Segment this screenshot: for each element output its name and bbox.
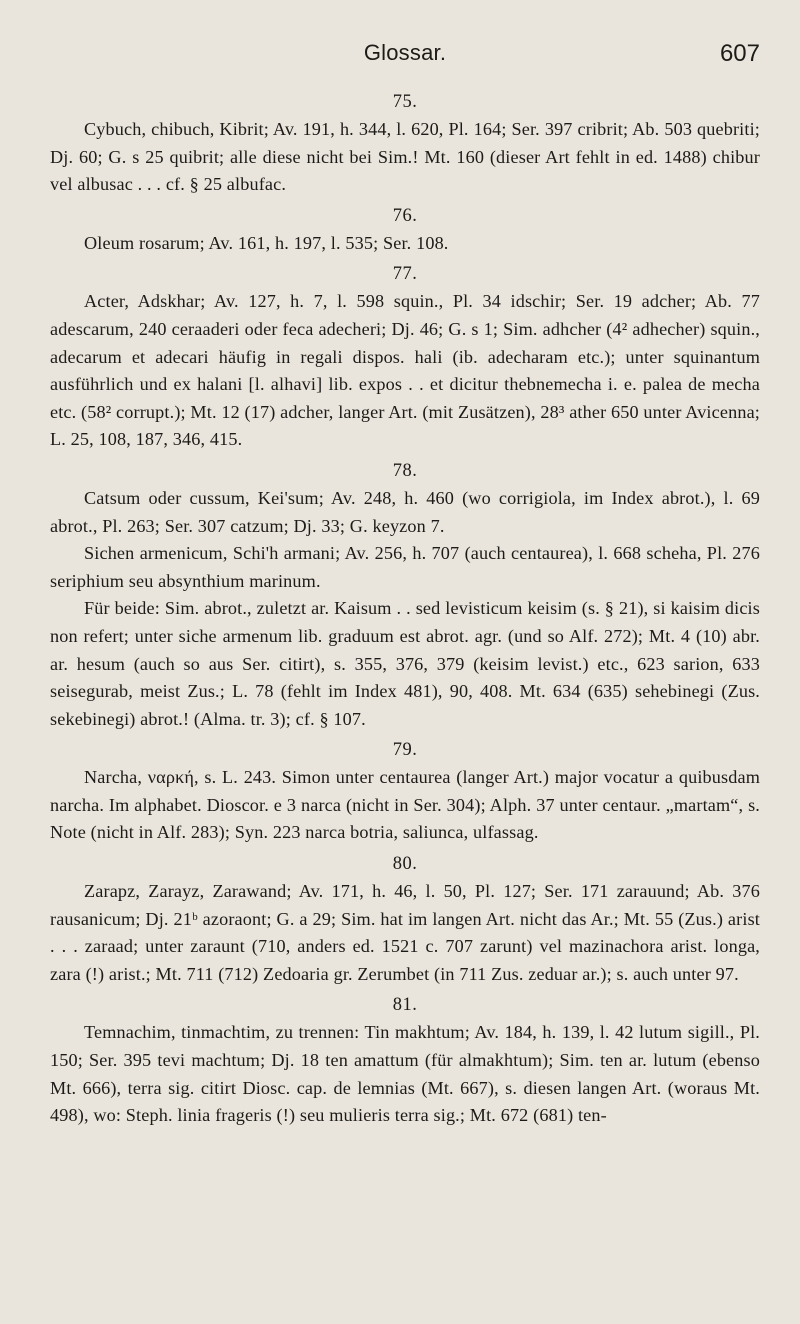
entry-paragraph: Temnachim, tinmachtim, zu trennen: Tin makhtum; Av. 184, h. 139, l. 42 lutum sigill., Pl. 150; Ser. 395 tevi machtum; Dj. 18 ten amattum (für almakhtum); Sim. ten ar. lutum (ebenso Mt. 666), terra sig. citirt Diosc. cap. de lemnias (Mt. 667), s. diesen langen Art. (woraus Mt. 498), wo: Steph. linia frageris (!) seu mulieris terra sig.; Mt. 672 (681) ten- bbox=[50, 1022, 760, 1126]
entry-number: 81. bbox=[392, 995, 418, 1016]
entry-paragraph: Für beide: Sim. abrot., zuletzt ar. Kaisum . . sed levisticum keisim (s. § 21), si kaisim dicis non refert; unter siche armenum lib. graduum est abrot. agr. (und so Alf. 272); Mt. 4 (10) abr. ar. hesum (auch so aus Ser. citirt), s. 355, 376, 379 (keisim levist.) etc., 623 sarion, 633 seisegurab, meist Zus.; L. 78 (fehlt im Index 481), 90, 408. Mt. 634 (635) sehebinegi (Zus. sekebinegi) abrot.! (Alma. tr. 3); cf. § 107. bbox=[50, 598, 760, 729]
entry-body bbox=[50, 485, 760, 733]
entry-body bbox=[50, 764, 760, 847]
entry-paragraph: Catsum oder cussum, Kei'sum; Av. 248, h. 460 (wo corrigiola, im Index abrot.), l. 69 abrot., Pl. 263; Ser. 307 catzum; Dj. 33; G. keyzon 7. bbox=[50, 487, 760, 536]
running-head: Glossar. bbox=[363, 40, 447, 65]
entry-body bbox=[50, 288, 760, 454]
entry-paragraph: Oleum rosarum; Av. 161, h. 197, l. 535; Ser. 108. bbox=[84, 232, 449, 253]
entry-number: 76. bbox=[392, 205, 418, 226]
entry-body bbox=[50, 1019, 760, 1129]
entry-number: 77. bbox=[392, 264, 418, 285]
entry-paragraph: Cybuch, chibuch, Kibrit; Av. 191, h. 344, l. 620, Pl. 164; Ser. 397 cribrit; Ab. 503 quebriti; Dj. 60; G. s 25 quibrit; alle diese nicht bei Sim.! Mt. 160 (dieser Art fehlt in ed. 1488) chibur vel albusac . . . cf. § 25 albufac. bbox=[50, 119, 760, 195]
entry-paragraph: Acter, Adskhar; Av. 127, h. 7, l. 598 squin., Pl. 34 idschir; Ser. 19 adcher; Ab. 77 adescarum, 240 ceraaderi oder feca adecheri; Dj. 46; G. s 1; Sim. adhcher (4² adhecher) squin., adecarum et adecari häufig in regali dispos. hali (ib. adecharam etc.); unter squinantum ausführlich und ex halani [l. alhavi] lib. expos . . et dicitur thebnemecha i. e. palea de mecha etc. (58² corrupt.); Mt. 12 (17) adcher, langer Art. (mit Zusätzen), 28³ ather 650 unter Avicenna; L. 25, 108, 187, 346, 415. bbox=[50, 291, 760, 450]
page-number: 607 bbox=[719, 40, 760, 67]
entry-body bbox=[50, 230, 760, 258]
entry-paragraph: Sichen armenicum, Schi'h armani; Av. 256, h. 707 (auch centaurea), l. 668 scheha, Pl. 276 seriphium seu absynthium marinum. bbox=[50, 543, 760, 591]
entry-paragraph: Narcha, ναρκή, s. L. 243. Simon unter centaurea (langer Art.) major vocatur a quibusdam narcha. Im alphabet. Dioscor. e 3 narca (nicht in Ser. 304); Alph. 37 unter centaur. „martam“, s. Note (nicht in Alf. 283); Syn. 223 narca botria, saliunca, ulfassag. bbox=[50, 767, 760, 843]
entry-body bbox=[50, 878, 760, 988]
glossary-entry bbox=[50, 88, 760, 199]
glossary-entry bbox=[50, 736, 760, 847]
glossary-entry bbox=[50, 850, 760, 988]
page-header bbox=[50, 40, 760, 70]
entry-number: 78. bbox=[392, 460, 418, 481]
entry-number: 80. bbox=[392, 854, 418, 875]
glossary-entry bbox=[50, 260, 760, 454]
glossary-entries bbox=[50, 88, 760, 1130]
glossary-entry bbox=[50, 457, 760, 733]
entry-number: 75. bbox=[392, 92, 418, 112]
glossary-entry bbox=[50, 202, 760, 258]
entry-number: 79. bbox=[392, 740, 418, 761]
glossary-entry bbox=[50, 991, 760, 1129]
entry-paragraph: Zarapz, Zarayz, Zarawand; Av. 171, h. 46, l. 50, Pl. 127; Ser. 171 zarauund; Ab. 376 rausanicum; Dj. 21ᵇ azoraont; G. a 29; Sim. hat im langen Art. nicht das Ar.; Mt. 55 (Zus.) arist . . . zaraad; unter zaraunt (710, anders ed. 1521 c. 707 zarunt) vel mazinachora arist. longa, zara (!) arist.; Mt. 711 (712) Zedoaria gr. Zerumbet (in 711 Zus. zeduar ar.); s. auch unter 97. bbox=[50, 881, 760, 984]
entry-body bbox=[50, 116, 760, 199]
